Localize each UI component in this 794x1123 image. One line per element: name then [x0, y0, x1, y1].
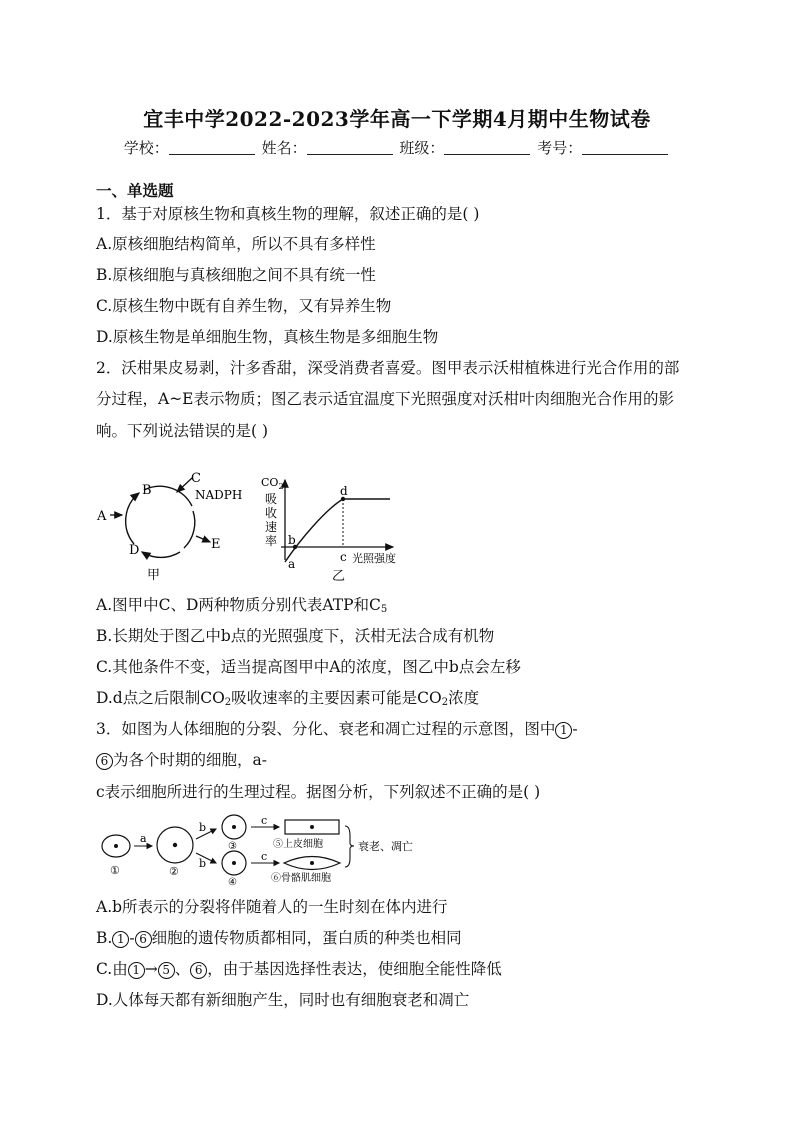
caption-yi: 乙: [332, 569, 346, 584]
label-process-a: a: [140, 832, 147, 845]
q2-stem-line1: 2．沃柑果皮易剥，汁多香甜，深受消费者喜爱。图甲表示沃柑植株进行光合作用的部: [96, 359, 680, 377]
q1-stem: 1．基于对原核生物和真核生物的理解，叙述正确的是( ): [96, 205, 480, 223]
cycle-arc-bottom: [142, 552, 180, 557]
label-n2: ②: [169, 865, 179, 878]
q3-stem-line1: 3．如图为人体细胞的分裂、分化、衰老和凋亡过程的示意图，图中 1 -: [96, 720, 578, 738]
figure-yi: [255, 470, 415, 590]
label-e: E: [211, 537, 221, 552]
q3-option-b: B. 1 - 6 细胞的遗传物质都相同，蛋白质的种类也相同: [96, 929, 462, 947]
bracket: [345, 826, 354, 867]
page-title: 宜丰中学2022-2023学年高一下学期4月期中生物试卷: [143, 107, 651, 131]
cycle-arc-right: [184, 511, 195, 548]
q3-stem-line3: c表示细胞所进行的生理过程。据图分析，下列叙述不正确的是( ): [96, 783, 541, 801]
q1-option-d: D.原核生物是单细胞生物，真核生物是多细胞生物: [96, 328, 439, 346]
nucleus-4: [232, 861, 236, 865]
q2-option-a: A.图甲中C、D两种物质分别代表ATP和$C_5$: [96, 596, 388, 615]
label-d: D: [129, 543, 140, 558]
nucleus-2: [173, 843, 177, 847]
nucleus-6: [310, 861, 314, 865]
axis-y-char3: 速: [265, 520, 278, 534]
label-n3: ③: [228, 841, 237, 852]
axis-co2-label: $CO_2$: [261, 476, 284, 491]
arrow-e: [196, 536, 210, 542]
caption-jia: 甲: [147, 568, 161, 583]
class-label: 班级：: [399, 139, 445, 157]
q3-option-d: D.人体每天都有新细胞产生，同时也有细胞衰老和凋亡: [96, 991, 470, 1009]
label-process-c1: c: [261, 814, 268, 827]
label-a: A: [97, 509, 107, 524]
label-point-d: d: [340, 484, 348, 498]
name-blank[interactable]: [307, 141, 393, 155]
q1-option-c: C.原核生物中既有自养生物，又有异养生物: [96, 297, 392, 315]
label-c: C: [191, 471, 201, 486]
label-point-b: b: [288, 533, 296, 547]
q3-stem-line2: 6 为各个时期的细胞，a-: [96, 753, 267, 770]
name-label: 姓名：: [261, 139, 307, 157]
q1-option-b: B.原核细胞与真核细胞之间不具有统一性: [96, 266, 376, 284]
class-blank[interactable]: [444, 141, 530, 155]
q2-option-d: D.d点之后限制$CO_2$吸收速率的主要因素可能是$CO_2$浓度: [96, 689, 480, 708]
arrow-c: [177, 478, 192, 492]
axis-y-char4: 率: [265, 534, 278, 548]
q2-stem-line2: 分过程，A~E表示物质；图乙表示适宜温度下光照强度对沃柑叶肉细胞光合作用的影: [96, 390, 674, 408]
label-process-b1: b: [199, 821, 207, 834]
nucleus-5: [310, 825, 314, 829]
label-aging-apoptosis: 衰老、凋亡: [358, 840, 413, 853]
number-blank[interactable]: [582, 141, 668, 155]
label-b: B: [142, 483, 152, 498]
label-point-a: a: [288, 557, 296, 571]
label-n1: ①: [110, 864, 120, 877]
number-label: 考号：: [537, 139, 583, 157]
label-muscle: ⑥骨骼肌细胞: [271, 873, 331, 884]
figure-cell-process: [96, 814, 436, 890]
axis-y-char2: 收: [265, 506, 278, 520]
cycle-arc-left: [126, 493, 139, 544]
label-process-b2: b: [199, 857, 207, 870]
label-nadph: NADPH: [195, 488, 243, 502]
axis-y-char1: 吸: [265, 492, 278, 506]
axis-x-label: 光照强度: [352, 552, 396, 565]
q2-option-b: B.长期处于图乙中b点的光照强度下，沃柑无法合成有机物: [96, 627, 495, 645]
student-info-row: [0, 137, 794, 158]
label-process-c2: c: [261, 850, 268, 863]
q2-stem-line3: 响。下列说法错误的是( ): [96, 422, 269, 440]
section-title: 一、单选题: [96, 181, 174, 200]
label-n4: ④: [228, 877, 237, 888]
label-epithelial: ⑤上皮细胞: [273, 839, 323, 850]
q2-option-c: C.其他条件不变，适当提高图甲中A的浓度，图乙中b点会左移: [96, 658, 521, 676]
label-point-c: c: [340, 550, 347, 564]
nucleus-1: [114, 844, 118, 848]
school-label: 学校：: [123, 139, 169, 157]
q3-option-a: A.b所表示的分裂将伴随着人的一生时刻在体内进行: [96, 898, 448, 916]
q3-option-c: C.由 1 → 5 、 6 ，由于基因选择性表达，使细胞全能性降低: [96, 960, 502, 978]
figure-jia: [92, 466, 272, 586]
nucleus-3: [232, 825, 236, 829]
school-blank[interactable]: [169, 141, 255, 155]
q1-option-a: A.原核细胞结构简单，所以不具有多样性: [96, 235, 376, 253]
